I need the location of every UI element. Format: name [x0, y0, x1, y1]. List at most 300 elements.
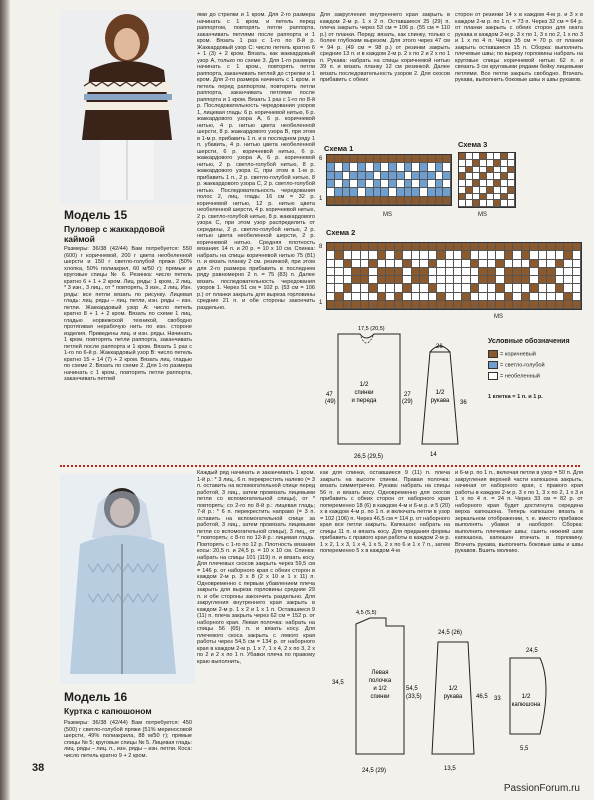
chart-cell	[420, 260, 428, 268]
chart-cell	[389, 163, 397, 171]
chart-cell	[459, 160, 466, 167]
chart-cell	[327, 180, 335, 188]
chart-cell	[471, 243, 479, 251]
chart-cell	[505, 284, 513, 292]
chart-cell	[369, 276, 377, 284]
chart-cell	[466, 200, 473, 207]
chart-cell	[501, 160, 508, 167]
chart-cell	[429, 276, 437, 284]
chart-cell	[412, 268, 420, 276]
chart-cell	[501, 194, 508, 201]
chart-cell	[487, 167, 494, 174]
chart-cell	[389, 180, 397, 188]
svg-text:54,5: 54,5	[406, 686, 418, 692]
chart-cell	[428, 155, 436, 163]
chart-cell	[327, 260, 335, 268]
legend-note: 1 клетка = 1 п. и 1 р.	[488, 394, 543, 400]
chart-cell	[420, 180, 428, 188]
chart-cell	[471, 293, 479, 301]
chart-cell	[429, 243, 437, 251]
chart-cell	[397, 180, 405, 188]
chart-cell	[335, 251, 343, 259]
chart-cell	[327, 293, 335, 301]
chart-cell	[530, 301, 538, 309]
chart-cell	[358, 180, 366, 188]
chart-cell	[395, 243, 403, 251]
chart-cell	[471, 260, 479, 268]
scheme-2-grid	[326, 242, 582, 310]
chart-cell	[395, 293, 403, 301]
chart-cell	[420, 284, 428, 292]
chart-cell	[343, 180, 351, 188]
svg-text:26,5 (29,5): 26,5 (29,5)	[354, 454, 384, 460]
chart-cell	[547, 268, 555, 276]
chart-cell	[344, 293, 352, 301]
chart-cell	[366, 172, 374, 180]
chart-cell	[454, 301, 462, 309]
chart-cell	[361, 251, 369, 259]
chart-cell	[487, 200, 494, 207]
chart-cell	[564, 284, 572, 292]
chart-cell	[488, 284, 496, 292]
chart-cell	[496, 284, 504, 292]
svg-text:13,5: 13,5	[444, 766, 456, 772]
chart-cell	[358, 163, 366, 171]
model-16-text-col-2: Каждый ряд начинать и заканчивать 1 кром. 1-й р.: * 3 лиц., 6 п. перекрестить налево (= 3 п. оставить на вспомогательной спице перед работой, 3 лиц., затем провязать лицевыми петли со вспомогательной спицы), от * повторять; со 2-го по 8-й р.: лицевая гладь; 7-й р.: * 6 п. перекрестить направо (= 3 п. оставить на вспомогательной спице за работой, 3 лиц., затем провязать лицевыми петли со вспомогательной спицы), 3 лиц., от * повторять; с 8-го по 12-й р.: лицевая гладь. Повторять с 1-го по 12 р. Плотность вязания косы: 20,5 п. и 24,5 р. = 10 х 10 см. Спинка: набрать на спицы 101 (119) п. и вязать косу. Для плечевых скосов закрыть через 59,5 см = 146 р. от наборного края с обеих сторон в каждом 2-м р. 3 х 8 (2 х 10 и 1 х 11) п. Одновременно с первым убавлением плеча закрыть для выреза горловины средние 29 п. и обе стороны закончить раздельно. Для закругления внутреннего края закрыть в каждом 2-м р. 1 х 2 и 1 х 1 п. Оставшиеся 9 (11) п. плеча закрыть через 62 см = 152 р. от наборного края. Левая полочка: набрать на спицы 56 (65) п. и вязать косу. Для плечевого скоса закрыть с левого края работы через 54,5 см = 134 р. от наборного края в каждом 2-м р. 1 х 7, 1 х 4, 2 х по 3, 2 х по 2 и 2 х по 1 п. Убавки плеча по правому краю выполнить,	[197, 470, 315, 665]
chart-cell	[358, 188, 366, 196]
chart-cell	[344, 260, 352, 268]
chart-cell	[473, 200, 480, 207]
chart-cell	[530, 260, 538, 268]
chart-cell	[403, 301, 411, 309]
chart-cell	[462, 276, 470, 284]
chart-cell	[501, 153, 508, 160]
chart-cell	[327, 163, 335, 171]
chart-cell	[386, 251, 394, 259]
chart-cell	[573, 284, 581, 292]
chart-cell	[459, 187, 466, 194]
chart-cell	[352, 301, 360, 309]
section-divider	[60, 465, 580, 467]
chart-cell	[358, 155, 366, 163]
chart-cell	[513, 251, 521, 259]
page-number: 38	[32, 762, 45, 774]
legend	[488, 338, 584, 400]
chart-cell	[480, 153, 487, 160]
chart-cell	[335, 268, 343, 276]
chart-cell	[446, 243, 454, 251]
chart-cell	[505, 293, 513, 301]
chart-cell	[327, 268, 335, 276]
chart-cell	[335, 243, 343, 251]
chart-cell	[412, 301, 420, 309]
chart-cell	[479, 293, 487, 301]
chart-cell	[479, 251, 487, 259]
chart-cell	[412, 251, 420, 259]
chart-cell	[487, 194, 494, 201]
chart-cell	[397, 172, 405, 180]
chart-cell	[556, 268, 564, 276]
chart-cell	[547, 284, 555, 292]
chart-cell	[522, 284, 530, 292]
chart-cell	[530, 251, 538, 259]
chart-cell	[513, 243, 521, 251]
chart-cell	[547, 251, 555, 259]
chart-cell	[446, 268, 454, 276]
chart-cell	[479, 268, 487, 276]
chart-cell	[437, 293, 445, 301]
chart-cell	[501, 173, 508, 180]
model-15-text-col-2: ями до стрелки и 1 кром. Для 2-го размера начинать с 1 кром. и петель перед раппортом, повторять петли раппорта, заканчивать петлями после раппорта и 1 кром. Вязать 1 раз с 1-го по 8-й р. Жаккардовый узор С: число петель кратно 6 + 1 (3) + 2 кром. Вязать, как жаккардовый узор А, только по схеме 3. Для 1-го размера начинать с 1 кром., повторять петли раппорта, заканчивать петлей до стрелки и 1 кром. Для 2-го размера начинать с 1 кром. и петель перед раппортом, повторять петли раппорта, заканчивать петлями после раппорта и 1 кром. Вязать 1 раз с 1-го по 8-й р. Последовательность чередования узоров 1, лицевая гладь: 6 р. коричневой нитью, 6 р. жаккардового узора А, 6 р. коричневой нитью, 4 р. нитью цвета необеленной шерсти, 8 р. жаккардового узора В, при этом в 1-м р. прибавить 1 п. и в последнем ряду 1 п. убавить, 4 р. нитью цвета необеленной шерсти, 6 р. коричневой нитью, 6 р. жаккардового узора А, 6 р. коричневой нитью, 2 р. светло-голубой нитью, 8 р. жаккардового узора С, при этом в 1-м р. прибавить 1 п., 2 р. светло-голубой нитью, 8 р. жаккардового узора С, 2 р. светло-голубой нитью. Последовательность чередования полос 2, лиц. гладь: 16 см = 32 р. коричневой нитью, 12 р. нитью цвета необеленной шерсти, 4 р. коричневой нитью, 2 р. светло-голубой нитью, 8 р. жаккардового узора С, при этом узор распределить от середины, 2 р. светло-голубой нитью, 2 р. нитью цвета необеленной шерсти, 2 р. коричневой нитью. Средняя плотность вязания: 14 п. и 20 р. = 10 х 10 см. Спинка: набрать на спицы коричневой нитью 75 (81) п. и вязать планку 2 см. резинкой, при этом для 2-го размера прибавить в последнем ряду равномерно 2 п. = 75 (83) п. Далее вязать последовательность чередования узоров 1. Через 51 см = 102 р. (53 см = 106 р.) от планки закрыть для выреза горловины средние 21 п. и обе стороны закончить раздельно.	[197, 12, 315, 311]
chart-cell	[556, 243, 564, 251]
chart-cell	[361, 293, 369, 301]
chart-cell	[556, 293, 564, 301]
chart-cell	[327, 188, 335, 196]
chart-cell	[462, 284, 470, 292]
model-15-subtitle: Пуловер с жаккардовой каймой	[64, 224, 165, 244]
chart-cell	[501, 167, 508, 174]
chart-cell	[405, 172, 413, 180]
legend-item-natural: = необеленный	[488, 372, 584, 380]
scheme-3-label: Схема 3	[458, 140, 488, 149]
chart-cell	[480, 194, 487, 201]
chart-cell	[459, 173, 466, 180]
svg-text:47: 47	[326, 392, 333, 398]
chart-cell	[366, 180, 374, 188]
chart-cell	[335, 301, 343, 309]
chart-cell	[343, 197, 351, 205]
chart-cell	[547, 276, 555, 284]
chart-cell	[403, 276, 411, 284]
chart-cell	[420, 268, 428, 276]
chart-cell	[352, 293, 360, 301]
chart-cell	[454, 276, 462, 284]
chart-cell	[459, 200, 466, 207]
chart-cell	[381, 172, 389, 180]
chart-cell	[462, 301, 470, 309]
chart-cell	[369, 243, 377, 251]
chart-cell	[454, 284, 462, 292]
chart-cell	[564, 268, 572, 276]
chart-cell	[397, 163, 405, 171]
chart-cell	[374, 155, 382, 163]
chart-cell	[473, 153, 480, 160]
chart-cell	[530, 293, 538, 301]
svg-text:рукава: рукава	[430, 398, 450, 404]
svg-text:1/2: 1/2	[448, 685, 458, 692]
chart-cell	[496, 243, 504, 251]
chart-cell	[344, 251, 352, 259]
chart-cell	[378, 243, 386, 251]
chart-cell	[343, 163, 351, 171]
chart-cell	[436, 172, 444, 180]
chart-cell	[508, 167, 515, 174]
chart-cell	[437, 284, 445, 292]
chart-cell	[429, 293, 437, 301]
chart-cell	[508, 180, 515, 187]
chart-cell	[420, 197, 428, 205]
chart-cell	[501, 187, 508, 194]
chart-cell	[420, 243, 428, 251]
chart-cell	[443, 188, 451, 196]
chart-cell	[522, 243, 530, 251]
chart-cell	[436, 155, 444, 163]
chart-cell	[403, 268, 411, 276]
chart-cell	[343, 188, 351, 196]
svg-text:4,5 (5,5): 4,5 (5,5)	[356, 610, 377, 616]
chart-cell	[361, 276, 369, 284]
chart-cell	[378, 301, 386, 309]
chart-cell	[436, 163, 444, 171]
chart-cell	[381, 180, 389, 188]
chart-cell	[335, 172, 343, 180]
chart-cell	[466, 153, 473, 160]
chart-cell	[459, 180, 466, 187]
chart-cell	[366, 155, 374, 163]
svg-text:Левая: Левая	[371, 670, 389, 676]
chart-cell	[539, 301, 547, 309]
chart-cell	[429, 301, 437, 309]
chart-cell	[437, 276, 445, 284]
chart-cell	[466, 180, 473, 187]
svg-text:капюшона: капюшона	[511, 702, 541, 708]
chart-cell	[530, 243, 538, 251]
chart-cell	[437, 301, 445, 309]
chart-cell	[479, 260, 487, 268]
chart-cell	[508, 153, 515, 160]
chart-cell	[480, 187, 487, 194]
chart-cell	[454, 268, 462, 276]
chart-cell	[459, 194, 466, 201]
chart-cell	[471, 276, 479, 284]
chart-cell	[389, 172, 397, 180]
chart-cell	[429, 260, 437, 268]
scheme-3-ms-label: MS	[478, 212, 487, 218]
chart-cell	[361, 268, 369, 276]
chart-cell	[335, 276, 343, 284]
chart-cell	[395, 260, 403, 268]
model-15-text-col-1: Размеры: 36/38 (42/44) Вам потребуется: 550 (600) г коричневой, 200 г цвета необеленной шерсти и 150 г светло-голубой пряжи (50% хлопка, 50% полиакрил, 60 м/50 г); прямые и круговые спицы № 6. Резинка: число петель кратно 6 + 1 + 2 кром. Лиц. ряды: 1 кром., 2 лиц. * 3 изн., 3 лиц., от * повторять, 3 изн., 2 лиц. Изн. ряды: все петли вязать по рисунку. Лицевая гладь: лиц. ряды – лиц. петли, изн. ряды – изн. петли. Жаккардовый узор А: число петель кратно 8 + 1 + 2 кром. Вязать по схеме 1 лиц. гладью норвежской техникой, свободно протягивая нерабочую нить по изн. стороне изделия. Приведены лиц. и изн. ряды. Начинать 1 кром. повторять петли раппорта, заканчивать петлей после раппорта и 1 кром. Вязать 1 раз с 1-го по 6-й р. Жаккардовый узор В: число петель кратно 15 + 14 (7) + 2 кром. Вязать лиц. гладью по схеме 2. Вязать по схеме 2. Для 1-го размера начинать с 1 кром., повторять петли раппорта, заканчивать петлей	[64, 246, 192, 382]
scheme-1-label: Схема 1	[324, 144, 354, 153]
chart-cell	[513, 260, 521, 268]
chart-cell	[547, 260, 555, 268]
chart-cell	[378, 251, 386, 259]
chart-cell	[488, 276, 496, 284]
chart-cell	[466, 167, 473, 174]
chart-cell	[573, 276, 581, 284]
chart-cell	[386, 293, 394, 301]
svg-text:17,5 (20,5): 17,5 (20,5)	[358, 326, 385, 332]
chart-cell	[420, 276, 428, 284]
chart-cell	[446, 251, 454, 259]
chart-cell	[327, 243, 335, 251]
chart-cell	[479, 301, 487, 309]
chart-cell	[443, 172, 451, 180]
chart-cell	[358, 172, 366, 180]
chart-cell	[327, 284, 335, 292]
chart-cell	[335, 197, 343, 205]
svg-text:46,5: 46,5	[476, 694, 488, 700]
chart-cell	[395, 276, 403, 284]
chart-cell	[437, 260, 445, 268]
chart-cell	[366, 188, 374, 196]
chart-cell	[403, 293, 411, 301]
chart-cell	[487, 180, 494, 187]
chart-cell	[443, 155, 451, 163]
chart-cell	[381, 188, 389, 196]
chart-cell	[412, 243, 420, 251]
chart-cell	[487, 187, 494, 194]
chart-cell	[539, 293, 547, 301]
chart-cell	[374, 163, 382, 171]
chart-cell	[573, 251, 581, 259]
chart-cell	[471, 301, 479, 309]
svg-text:спинки: спинки	[370, 694, 390, 700]
chart-cell	[429, 251, 437, 259]
chart-cell	[446, 276, 454, 284]
chart-cell	[327, 172, 335, 180]
scheme-2-row-bottom: 1	[319, 300, 323, 306]
svg-text:1/2: 1/2	[435, 389, 445, 396]
chart-cell	[522, 260, 530, 268]
chart-cell	[547, 301, 555, 309]
svg-text:1/2: 1/2	[521, 693, 531, 700]
chart-cell	[488, 243, 496, 251]
chart-cell	[350, 163, 358, 171]
chart-cell	[480, 173, 487, 180]
svg-text:и 1/2: и 1/2	[373, 686, 387, 692]
chart-cell	[564, 260, 572, 268]
scheme-2-label: Схема 2	[326, 228, 356, 237]
chart-cell	[487, 173, 494, 180]
chart-cell	[513, 301, 521, 309]
chart-cell	[405, 163, 413, 171]
chart-cell	[352, 284, 360, 292]
chart-cell	[327, 301, 335, 309]
chart-cell	[513, 268, 521, 276]
chart-cell	[412, 276, 420, 284]
chart-cell	[573, 301, 581, 309]
chart-cell	[335, 180, 343, 188]
chart-cell	[473, 173, 480, 180]
chart-cell	[403, 243, 411, 251]
chart-cell	[496, 268, 504, 276]
chart-cell	[369, 251, 377, 259]
scheme-2-row-top: 8	[319, 244, 323, 250]
chart-cell	[350, 180, 358, 188]
chart-cell	[378, 276, 386, 284]
svg-text:спинки: спинки	[354, 390, 374, 396]
chart-cell	[378, 260, 386, 268]
chart-cell	[395, 284, 403, 292]
chart-cell	[437, 268, 445, 276]
svg-text:34,5: 34,5	[332, 680, 344, 686]
chart-cell	[420, 172, 428, 180]
chart-cell	[343, 172, 351, 180]
chart-cell	[343, 155, 351, 163]
model-16-text-col-4: и 6-м р. по 1 п., включая петли в узор = 50 п. Для закругления верхней части капюшона закрыть, начиная от наборного края, с правого края работы в каждом 2-м р. 3 х по 1, 3 х по 2, 1 х 3 и 1 х по 4 п. = 24 п. Через 33 см = 82 р. от наборного края будет достигнута середина верха капюшона. Теперь капюшон вязать в зеркальном отображении, т. е. вместо прибавок выполнять убавки и наоборот. Сборка: выполнить плечевые швы; сшить нижний шов капюшона, капюшон втачать в горловину. Втачать рукава, выполнить боковые швы и швы рукавов. Вшить молнию.	[455, 470, 583, 554]
chart-cell	[361, 284, 369, 292]
chart-cell	[420, 163, 428, 171]
chart-cell	[403, 284, 411, 292]
chart-cell	[462, 293, 470, 301]
chart-cell	[335, 188, 343, 196]
chart-cell	[573, 243, 581, 251]
chart-cell	[471, 284, 479, 292]
chart-cell	[374, 180, 382, 188]
chart-cell	[466, 160, 473, 167]
chart-cell	[446, 301, 454, 309]
chart-cell	[479, 243, 487, 251]
chart-cell	[369, 260, 377, 268]
model-16-text-col-1: Размеры: 36/38 (42/44) Вам потребуется: 450 (500) г светло-голубой пряжи (51% мериносовой шерсти, 49% полиакрила, 88 м/50 г); прямые спицы № 5; круговые спицы № 5. Лицевая гладь: лиц. ряды – лиц. п., изн. ряды – изн. петли. Коса: число петель кратно 9 + 2 кром.	[64, 720, 192, 759]
chart-cell	[505, 276, 513, 284]
chart-cell	[389, 155, 397, 163]
chart-cell	[369, 293, 377, 301]
chart-cell	[473, 194, 480, 201]
model-15-title: Модель 15	[64, 208, 128, 222]
chart-cell	[496, 251, 504, 259]
chart-cell	[513, 293, 521, 301]
chart-cell	[344, 301, 352, 309]
chart-cell	[335, 284, 343, 292]
chart-cell	[369, 301, 377, 309]
svg-text:5,5: 5,5	[520, 746, 529, 752]
chart-cell	[487, 160, 494, 167]
chart-cell	[454, 251, 462, 259]
chart-cell	[350, 197, 358, 205]
scheme-1-row-top: 6	[319, 156, 323, 162]
chart-cell	[539, 284, 547, 292]
chart-cell	[473, 187, 480, 194]
chart-cell	[327, 197, 335, 205]
chart-cell	[344, 284, 352, 292]
chart-cell	[412, 180, 420, 188]
chart-cell	[522, 301, 530, 309]
svg-text:24,5 (29): 24,5 (29)	[362, 768, 387, 774]
chart-cell	[479, 284, 487, 292]
svg-text:(33,5): (33,5)	[406, 694, 422, 700]
chart-cell	[412, 163, 420, 171]
chart-cell	[397, 197, 405, 205]
chart-cell	[564, 276, 572, 284]
chart-cell	[454, 243, 462, 251]
chart-cell	[369, 268, 377, 276]
chart-cell	[466, 194, 473, 201]
scheme-1-ms-label: MS	[383, 212, 392, 218]
chart-cell	[494, 194, 501, 201]
chart-cell	[386, 301, 394, 309]
legend-item-brown: = коричневый	[488, 350, 584, 358]
chart-cell	[505, 260, 513, 268]
svg-text:24,5: 24,5	[526, 648, 538, 654]
chart-cell	[335, 293, 343, 301]
chart-cell	[366, 197, 374, 205]
chart-cell	[487, 153, 494, 160]
chart-cell	[556, 251, 564, 259]
chart-cell	[539, 251, 547, 259]
model-15-text-col-3: Для закругления внутреннего края закрыть в каждом 2-м р. 1 х 2 п. Оставшиеся 25 (29) п. плеча закрыть через 53 см = 106 р. (55 см = 110 р.) от планки. Перед: вязать, как спинку, только с более глубоким вырезом. Для этого через 47 см = 94 р. (49 см = 98 р.) от резинки закрыть средние 13 п. и в каждом 2-м р. 2 х по 2 и 2 х по 1 п. Рукава: набрать на спицы коричневой нитью 39 п. и вязать планку 12 см резинкой. Далее вязать последовательность узоров 2. Для скосов прибавить с обеих	[320, 12, 450, 83]
chart-cell	[395, 268, 403, 276]
svg-text:(49): (49)	[325, 399, 336, 405]
chart-cell	[488, 293, 496, 301]
chart-cell	[437, 243, 445, 251]
chart-cell	[428, 188, 436, 196]
chart-cell	[556, 276, 564, 284]
chart-cell	[378, 284, 386, 292]
svg-text:33: 33	[494, 696, 501, 702]
chart-cell	[462, 251, 470, 259]
